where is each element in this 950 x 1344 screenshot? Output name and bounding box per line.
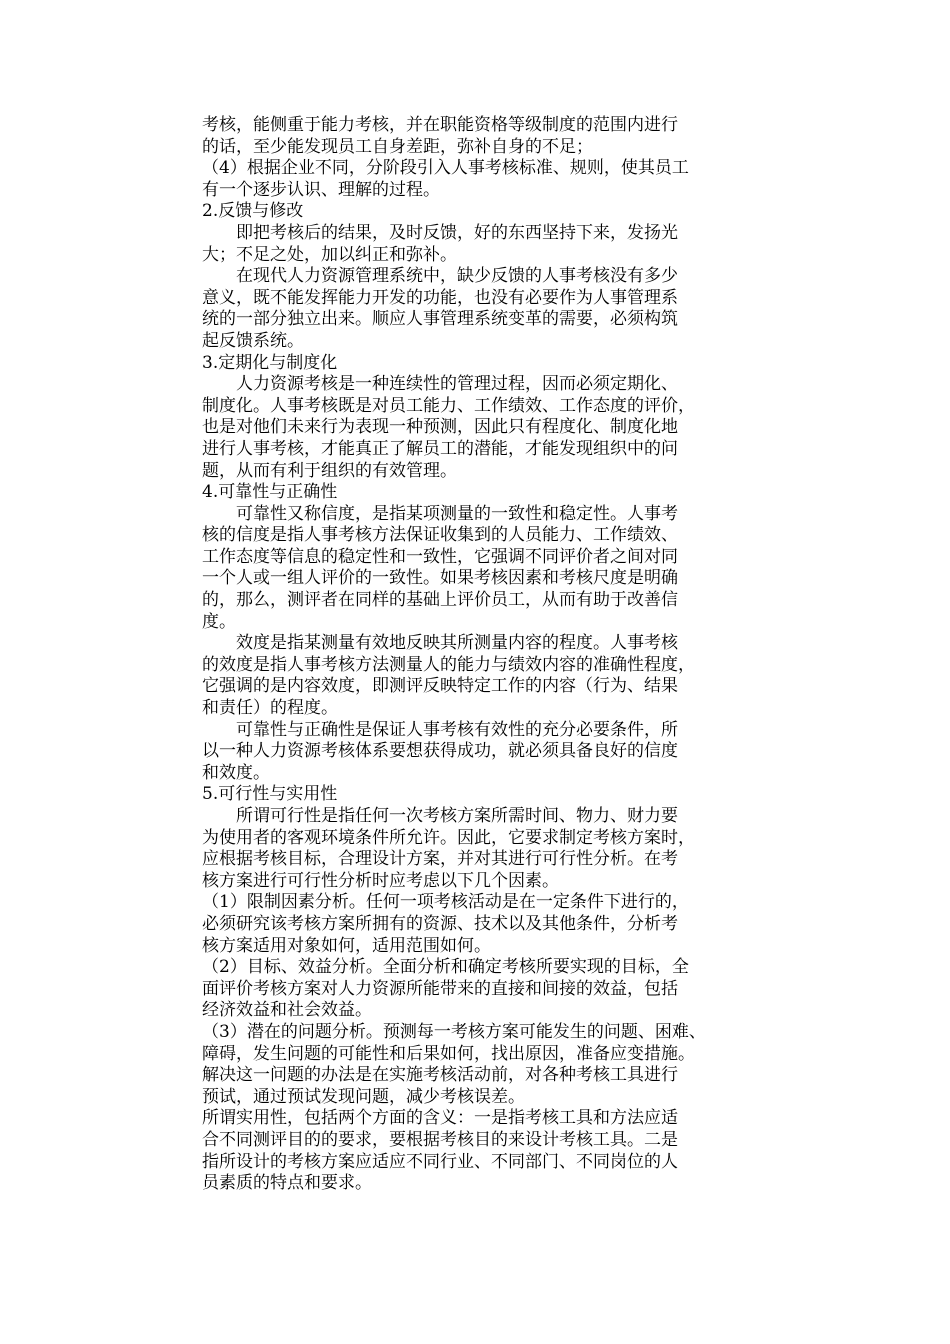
text-line: 效度是指某测量有效地反映其所测量内容的程度。人事考核 bbox=[202, 633, 678, 654]
text-line: 3.定期化与制度化 bbox=[202, 352, 338, 373]
text-line: 它强调的是内容效度，即测评反映特定工作的内容（行为、结果 bbox=[202, 676, 678, 697]
text-line: （2）目标、效益分析。全面分析和确定考核所要实现的目标，全 bbox=[202, 957, 689, 978]
text-line: 即把考核后的结果，及时反馈，好的东西坚持下来，发扬光 bbox=[202, 222, 678, 243]
text-line: 也是对他们未来行为表现一种预测，因此只有程度化、制度化地 bbox=[202, 417, 678, 438]
text-line: 的效度是指人事考核方法测量人的能力与绩效内容的准确性程度， bbox=[202, 654, 695, 675]
text-line: 和效度。 bbox=[202, 762, 270, 783]
text-line: 统的一部分独立出来。顺应人事管理系统变革的需要，必须构筑 bbox=[202, 309, 678, 330]
text-line: 核的信度是指人事考核方法保证收集到的人员能力、工作绩效、 bbox=[202, 525, 678, 546]
text-line: 经济效益和社会效益。 bbox=[202, 1000, 372, 1021]
text-line: 可靠性与正确性是保证人事考核有效性的充分必要条件，所 bbox=[202, 719, 678, 740]
text-line: 障碍，发生问题的可能性和后果如何，找出原因，准备应变措施。 bbox=[202, 1043, 695, 1064]
text-line: （1）限制因素分析。任何一项考核活动是在一定条件下进行的， bbox=[202, 892, 689, 913]
text-line: （4）根据企业不同，分阶段引入人事考核标准、规则，使其员工 bbox=[202, 158, 689, 179]
text-line: 的话，至少能发现员工自身差距，弥补自身的不足； bbox=[202, 136, 593, 157]
text-line: 所谓可行性是指任何一次考核方案所需时间、物力、财力要 bbox=[202, 806, 678, 826]
text-line: 有一个逐步认识、理解的过程。 bbox=[202, 179, 440, 200]
text-line: 5.可行性与实用性 bbox=[202, 784, 338, 805]
text-line: 题，从而有利于组织的有效管理。 bbox=[202, 460, 457, 481]
document-page bbox=[202, 115, 762, 1195]
text-line: 预试，通过预试发现问题，减少考核误差。 bbox=[202, 1086, 525, 1107]
text-line: 所谓实用性，包括两个方面的含义：一是指考核工具和方法应适 bbox=[202, 1108, 678, 1129]
text-line: 4.可靠性与正确性 bbox=[202, 482, 338, 503]
text-line: 人力资源考核是一种连续性的管理过程，因而必须定期化、 bbox=[202, 374, 678, 395]
text-line: 进行人事考核，才能真正了解员工的潜能，才能发现组织中的问 bbox=[202, 438, 678, 459]
text-line: 可靠性又称信度，是指某项测量的一致性和稳定性。人事考 bbox=[202, 503, 678, 524]
text-line: 考核，能侧重于能力考核，并在职能资格等级制度的范围内进行 bbox=[202, 115, 678, 135]
text-line: 核方案进行可行性分析时应考虑以下几个因素。 bbox=[202, 870, 559, 891]
text-line: 和责任）的程度。 bbox=[202, 698, 338, 719]
text-line: 起反馈系统。 bbox=[202, 330, 304, 351]
text-line: 2.反馈与修改 bbox=[202, 201, 304, 222]
text-line: 核方案适用对象如何，适用范围如何。 bbox=[202, 935, 491, 956]
text-line: 指所设计的考核方案应适应不同行业、不同部门、不同岗位的人 bbox=[202, 1151, 678, 1172]
text-line: 解决这一问题的办法是在实施考核活动前，对各种考核工具进行 bbox=[202, 1065, 678, 1086]
text-line: 必须研究该考核方案所拥有的资源、技术以及其他条件，分析考 bbox=[202, 913, 678, 934]
text-line: 意义，既不能发挥能力开发的功能，也没有必要作为人事管理系 bbox=[202, 287, 678, 308]
text-line: 为使用者的客观环境条件所允许。因此，它要求制定考核方案时， bbox=[202, 827, 695, 848]
text-line: 度。 bbox=[202, 611, 236, 632]
text-line: 制度化。人事考核既是对员工能力、工作绩效、工作态度的评价， bbox=[202, 395, 695, 416]
text-line: 在现代人力资源管理系统中，缺少反馈的人事考核没有多少 bbox=[202, 266, 678, 287]
text-line: 应根据考核目标，合理设计方案，并对其进行可行性分析。在考 bbox=[202, 849, 678, 870]
text-line: 大；不足之处，加以纠正和弥补。 bbox=[202, 244, 457, 265]
text-line: （3）潜在的问题分析。预测每一考核方案可能发生的问题、困难、 bbox=[202, 1021, 706, 1042]
text-line: 工作态度等信息的稳定性和一致性，它强调不同评价者之间对同 bbox=[202, 546, 678, 567]
text-line: 员素质的特点和要求。 bbox=[202, 1173, 372, 1194]
text-line: 的，那么，测评者在同样的基础上评价员工，从而有助于改善信 bbox=[202, 590, 678, 611]
text-line: 面评价考核方案对人力资源所能带来的直接和间接的效益，包括 bbox=[202, 978, 678, 999]
text-line: 以一种人力资源考核体系要想获得成功，就必须具备良好的信度 bbox=[202, 741, 678, 762]
text-line: 一个人或一组人评价的一致性。如果考核因素和考核尺度是明确 bbox=[202, 568, 678, 589]
text-line: 合不同测评目的的要求，要根据考核目的来设计考核工具。二是 bbox=[202, 1129, 678, 1150]
